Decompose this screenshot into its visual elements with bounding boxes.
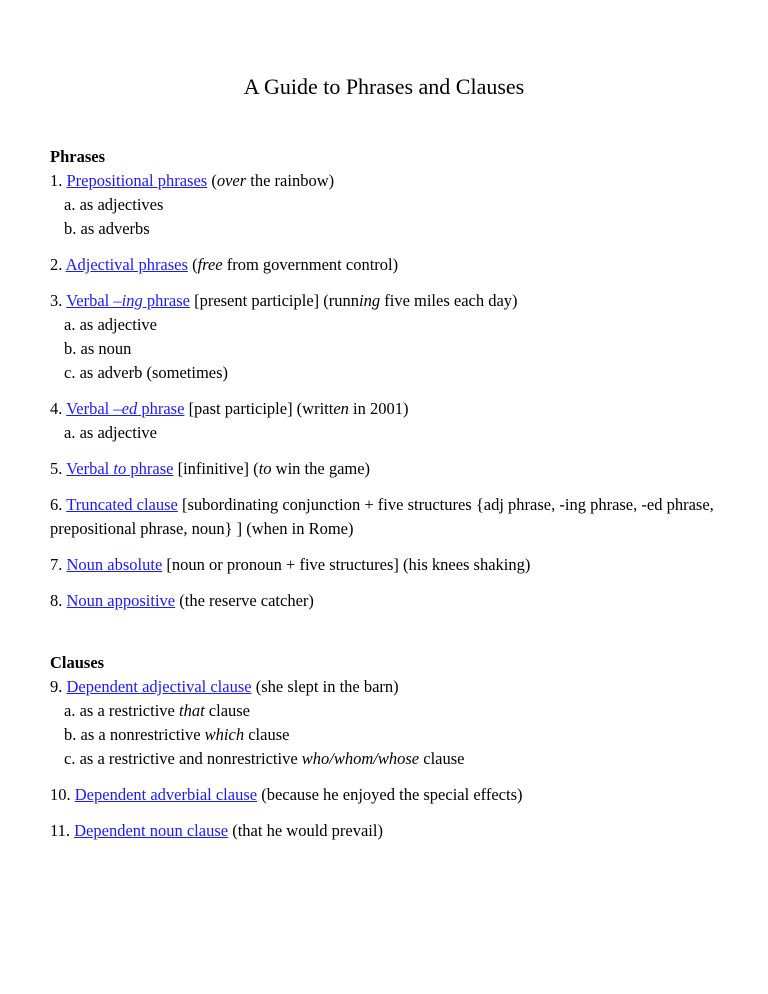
item-text: in 2001) — [348, 399, 409, 418]
list-item — [50, 253, 730, 277]
link-dependent-adverbial-clause[interactable]: Dependent adverbial clause — [74, 785, 258, 804]
sub-text: c. as a restrictive and nonrestrictive — [64, 749, 302, 768]
link-dependent-adjectival-clause[interactable]: Dependent adjectival clause — [66, 677, 252, 696]
item-number: 3. — [50, 291, 67, 310]
sub-item: c. as adverb (sometimes) — [64, 363, 229, 382]
item-line — [50, 589, 730, 613]
sub-item: a. as adjective — [64, 423, 157, 442]
sub-text: b. as a nonrestrictive — [64, 725, 205, 744]
item-line — [50, 819, 730, 843]
item-line — [50, 553, 730, 577]
link-text: phrase — [126, 459, 174, 478]
link-adjectival-phrases[interactable]: Adjectival phrases — [65, 255, 188, 274]
sub-text: clause — [244, 725, 290, 744]
list-item — [50, 397, 730, 445]
list-item — [50, 457, 730, 481]
item-text-italic: ing — [359, 291, 381, 310]
list-item — [50, 819, 730, 843]
item-text-italic: free — [197, 255, 223, 274]
sub-item — [50, 723, 730, 747]
sub-item — [50, 747, 730, 771]
item-text: [noun or pronoun + five structures] (his knees shaking) — [162, 555, 531, 574]
item-text: ( — [187, 255, 198, 274]
item-number: 7. — [50, 555, 67, 574]
item-text-italic: over — [216, 171, 247, 190]
item-number: 8. — [50, 591, 67, 610]
item-number: 1. — [50, 171, 67, 190]
document-body — [50, 145, 730, 855]
item-number: 9. — [50, 677, 67, 696]
phrases-heading: Phrases — [50, 147, 105, 166]
item-text: [subordinating conjunction + five structures {adj phrase, -ing phrase, -ed phrase, prepositional phrase, noun} ] (when in Rome) — [50, 495, 714, 538]
item-line — [50, 457, 730, 481]
item-text: (she slept in the barn) — [251, 677, 399, 696]
item-text: [past participle] (writt — [184, 399, 334, 418]
link-text: Verbal — [66, 291, 114, 310]
item-number: 6. — [50, 495, 67, 514]
clauses-heading: Clauses — [50, 653, 105, 672]
list-item — [50, 783, 730, 807]
item-text: (the reserve catcher) — [175, 591, 314, 610]
sub-item — [50, 699, 730, 723]
item-line — [50, 493, 730, 541]
link-text-italic: to — [113, 459, 127, 478]
item-line — [50, 169, 730, 193]
link-dependent-noun-clause[interactable]: Dependent noun clause — [74, 821, 229, 840]
sub-item: b. as adverbs — [64, 219, 150, 238]
item-number: 5. — [50, 459, 67, 478]
item-number: 10. — [50, 785, 75, 804]
link-text-italic: –ed — [113, 399, 138, 418]
item-text: [infinitive] ( — [173, 459, 259, 478]
link-text: Verbal — [66, 459, 114, 478]
list-item — [50, 169, 730, 241]
item-text: [present participle] (runn — [189, 291, 360, 310]
link-verbal-ed-phrase[interactable] — [66, 399, 184, 418]
link-text-italic: –ing — [113, 291, 143, 310]
sub-text: clause — [419, 749, 465, 768]
item-text: five miles each day) — [380, 291, 518, 310]
sub-text-italic: that — [178, 701, 205, 720]
item-line — [50, 783, 730, 807]
item-number: 4. — [50, 399, 67, 418]
list-item — [50, 589, 730, 613]
link-text: phrase — [142, 291, 190, 310]
sub-item: b. as noun — [64, 339, 132, 358]
item-line — [50, 397, 730, 421]
list-item — [50, 553, 730, 577]
page-title: A Guide to Phrases and Clauses — [243, 74, 525, 99]
item-number: 11. — [50, 821, 75, 840]
item-text: (that he would prevail) — [228, 821, 383, 840]
list-item — [50, 289, 730, 385]
link-text: phrase — [137, 399, 185, 418]
sub-item: a. as adjective — [64, 315, 157, 334]
item-text: the rainbow) — [246, 171, 335, 190]
link-prepositional-phrases[interactable]: Prepositional phrases — [66, 171, 208, 190]
link-verbal-ing-phrase[interactable] — [66, 291, 190, 310]
sub-text: a. as a restrictive — [64, 701, 179, 720]
link-text: Verbal — [66, 399, 114, 418]
item-text-italic: to — [258, 459, 272, 478]
sub-text: clause — [204, 701, 251, 720]
item-text-italic: en — [333, 399, 349, 418]
section-spacer — [50, 625, 730, 651]
sub-item: a. as adjectives — [64, 195, 164, 214]
sub-text-italic: which — [204, 725, 245, 744]
link-verbal-to-phrase[interactable] — [66, 459, 173, 478]
link-truncated-clause[interactable]: Truncated clause — [66, 495, 178, 514]
item-line — [50, 675, 730, 699]
link-noun-appositive[interactable]: Noun appositive — [66, 591, 176, 610]
sub-text-italic: who/whom/whose — [301, 749, 420, 768]
item-text: ( — [207, 171, 217, 190]
item-line — [50, 253, 730, 277]
item-text: (because he enjoyed the special effects) — [257, 785, 523, 804]
list-item — [50, 675, 730, 771]
list-item — [50, 493, 730, 541]
item-number: 2. — [50, 255, 66, 274]
item-line — [50, 289, 730, 313]
item-text: from government control) — [222, 255, 399, 274]
link-noun-absolute[interactable]: Noun absolute — [66, 555, 163, 574]
item-text: win the game) — [271, 459, 371, 478]
